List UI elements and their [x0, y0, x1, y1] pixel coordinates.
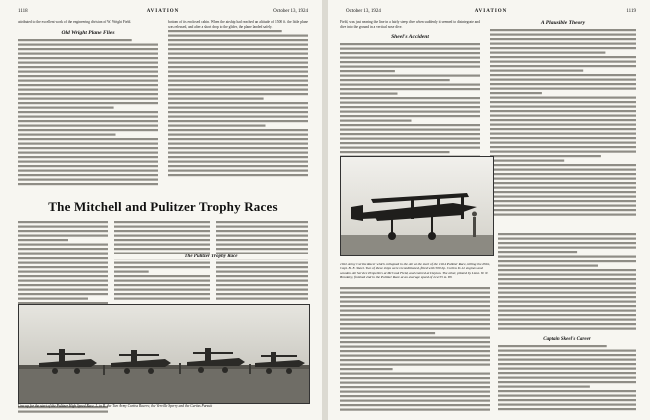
right-running-head: AVIATION — [474, 9, 508, 14]
text-line — [340, 341, 490, 343]
text-line — [18, 221, 108, 223]
text-line — [168, 161, 308, 163]
text-line — [340, 382, 490, 384]
text-line — [18, 120, 158, 122]
text-line — [490, 119, 636, 121]
text-line — [498, 359, 636, 361]
pulitzer-race-heading: The Pulitzer Trophy Race — [114, 254, 308, 259]
text-line — [18, 257, 108, 259]
text-line — [18, 102, 158, 104]
text-line — [490, 196, 636, 198]
text-line — [340, 373, 490, 375]
text-line — [340, 147, 480, 149]
text-line — [168, 165, 308, 167]
text-line — [340, 52, 480, 54]
text-line — [340, 314, 490, 316]
text-line — [340, 395, 490, 397]
left-col-b-body-text — [168, 29, 308, 179]
text-line — [498, 363, 636, 365]
text-line — [498, 314, 636, 316]
text-line — [490, 61, 636, 63]
text-line — [490, 79, 636, 81]
curtiss-racer-photo — [340, 156, 494, 256]
text-line — [340, 88, 480, 90]
left-page-number: 1118 — [18, 9, 28, 14]
text-line — [340, 355, 490, 357]
text-line — [340, 409, 490, 411]
text-line — [490, 133, 636, 135]
curtiss-racer-photo-image — [341, 157, 493, 255]
text-line — [340, 368, 393, 370]
text-line — [340, 305, 490, 307]
text-line — [340, 346, 490, 348]
text-line — [168, 107, 308, 109]
text-line — [340, 391, 490, 393]
text-line — [498, 399, 636, 401]
text-line — [498, 242, 636, 244]
text-line — [340, 115, 480, 117]
left-page-date: October 13, 1924 — [273, 9, 308, 14]
text-line — [340, 328, 490, 330]
text-line — [18, 262, 108, 264]
text-line — [114, 235, 210, 237]
right-page-header — [346, 7, 636, 16]
text-line — [168, 152, 308, 154]
text-line — [18, 52, 158, 54]
text-line — [168, 39, 308, 41]
text-line — [490, 43, 636, 45]
text-line — [18, 48, 158, 50]
text-line — [168, 44, 308, 46]
right-page — [328, 0, 650, 420]
left-page — [0, 0, 322, 420]
text-line — [340, 292, 490, 294]
race-lineup-photo-image — [19, 305, 309, 403]
text-line — [490, 92, 542, 94]
text-line — [168, 116, 308, 118]
text-line — [498, 265, 598, 267]
text-line — [18, 66, 158, 68]
text-line — [168, 120, 308, 122]
old-wright-heading: Old Wright Plane Flies — [61, 29, 115, 36]
text-line — [114, 226, 210, 228]
racer-photo-caption: 1922 Army Curtiss Racer which collapsed in the Air at the start of the 1924 Pulitzer Race, killing the Pilot, Capt. B. E. Skeel. Two of these ships were reconditioned, fitted with 500 hp. Curtiss D-12 engines and wooden Air Service Propellers at McCook Field, and entered at Dayton. The other, piloted by Lieut. W. N. Brookley, finished 2nd in the Pulitzer Race at an average speed of 214.55 m. Hr. — [340, 262, 491, 279]
text-line — [498, 328, 636, 330]
text-line — [18, 88, 158, 90]
text-line — [490, 164, 636, 166]
text-line — [340, 84, 480, 86]
captain-skeels-career-heading: Captain Skeel's Career — [543, 337, 591, 342]
text-line — [18, 280, 108, 282]
text-line — [18, 133, 116, 135]
text-line — [490, 106, 636, 108]
text-line — [490, 187, 636, 189]
text-line — [18, 293, 108, 295]
text-line — [168, 156, 308, 158]
left-page-header — [18, 7, 308, 16]
text-line — [18, 151, 158, 153]
text-line — [168, 84, 308, 86]
text-line — [490, 151, 636, 153]
right-column-c — [340, 286, 490, 414]
text-line — [340, 79, 450, 81]
text-line — [18, 165, 158, 167]
text-line — [114, 248, 210, 250]
text-line — [18, 253, 108, 255]
text-line — [18, 271, 108, 273]
text-line — [490, 47, 636, 49]
text-line — [340, 400, 490, 402]
right-lead: Field, was just nearing the line in a fairly steep dive when suddenly it seemed to disintegrate and dive into the ground in a vertical nose dive. — [340, 20, 480, 29]
text-line — [340, 57, 480, 59]
text-line — [490, 110, 636, 112]
text-line — [340, 296, 490, 298]
text-line — [168, 111, 308, 113]
text-line — [498, 247, 636, 249]
text-line — [18, 75, 158, 77]
text-line — [498, 381, 636, 383]
text-line — [216, 248, 308, 250]
text-line — [498, 404, 636, 406]
text-line — [340, 61, 480, 63]
text-line — [490, 52, 605, 54]
text-line — [490, 155, 601, 157]
text-line — [490, 142, 636, 144]
text-line — [340, 66, 480, 68]
left-col-a-body-text — [18, 38, 158, 188]
text-line — [216, 230, 308, 232]
main-article-title: The Mitchell and Pulitzer Trophy Races — [48, 199, 278, 214]
text-line — [498, 301, 636, 303]
text-line — [490, 173, 636, 175]
text-line — [490, 101, 636, 103]
text-line — [498, 310, 636, 312]
text-line — [168, 98, 264, 100]
text-line — [340, 138, 480, 140]
text-line — [18, 97, 158, 99]
text-line — [498, 283, 636, 285]
text-line — [18, 239, 68, 241]
text-line — [168, 125, 266, 127]
text-line — [498, 251, 577, 253]
text-line — [490, 209, 636, 211]
text-line — [498, 260, 636, 262]
text-line — [490, 169, 636, 171]
plausible-theory-heading: A Plausible Theory — [540, 20, 586, 26]
text-line — [18, 411, 108, 413]
text-line — [498, 350, 636, 352]
text-line — [340, 377, 490, 379]
text-line — [490, 160, 564, 162]
text-line — [498, 377, 636, 379]
text-line — [340, 129, 480, 131]
text-line — [168, 89, 308, 91]
left-column-b — [168, 20, 308, 195]
right-page-number: 1119 — [626, 9, 636, 14]
text-line — [490, 74, 636, 76]
text-line — [168, 30, 282, 32]
right-col-d-body-top — [498, 232, 636, 332]
text-line — [216, 239, 308, 241]
right-page-date: October 13, 1924 — [346, 9, 381, 14]
text-line — [168, 138, 308, 140]
text-line — [340, 337, 490, 339]
text-line — [340, 70, 395, 72]
text-line — [498, 390, 636, 392]
text-line — [168, 134, 308, 136]
text-line — [490, 88, 636, 90]
text-line — [490, 97, 636, 99]
text-line — [18, 39, 132, 41]
text-line — [498, 395, 636, 397]
right-column-d — [498, 232, 636, 414]
text-line — [490, 178, 636, 180]
text-line — [498, 278, 636, 280]
text-line — [490, 205, 636, 207]
text-line — [340, 120, 412, 122]
text-line — [18, 235, 108, 237]
text-line — [490, 124, 636, 126]
text-line — [216, 221, 308, 223]
text-line — [114, 221, 210, 223]
text-line — [490, 65, 636, 67]
text-line — [340, 404, 490, 406]
text-line — [340, 364, 490, 366]
text-line — [168, 80, 308, 82]
text-line — [498, 296, 636, 298]
left-column-a — [18, 20, 158, 195]
text-line — [340, 301, 490, 303]
text-line — [498, 287, 636, 289]
text-line — [18, 70, 158, 72]
text-line — [168, 57, 308, 59]
text-line — [168, 102, 308, 104]
text-line — [498, 269, 636, 271]
text-line — [340, 93, 398, 95]
text-line — [18, 174, 158, 176]
text-line — [216, 226, 308, 228]
text-line — [490, 29, 636, 31]
text-line — [18, 79, 158, 81]
text-line — [18, 43, 158, 45]
text-line — [498, 238, 636, 240]
text-line — [340, 386, 490, 388]
text-line — [18, 178, 158, 180]
text-line — [490, 115, 636, 117]
text-line — [18, 142, 158, 144]
text-line — [340, 102, 480, 104]
text-line — [498, 323, 636, 325]
text-line — [340, 287, 490, 289]
text-line — [18, 248, 108, 250]
text-line — [490, 56, 636, 58]
text-line — [498, 274, 636, 276]
text-line — [18, 111, 158, 113]
text-line — [490, 137, 636, 139]
text-line — [498, 345, 607, 347]
text-line — [340, 43, 480, 45]
text-line — [168, 48, 308, 50]
text-line — [18, 129, 158, 131]
right-col-b-body-text — [490, 28, 636, 218]
text-line — [498, 408, 636, 410]
text-line — [18, 226, 108, 228]
text-line — [216, 235, 308, 237]
sheels-accident-heading: Sheel's Accident — [391, 34, 429, 40]
text-line — [340, 151, 450, 153]
text-line — [340, 142, 480, 144]
text-line — [114, 244, 210, 246]
text-line — [168, 93, 308, 95]
text-line — [340, 319, 490, 321]
text-line — [18, 230, 108, 232]
intro-lead: attributed to the excellent work of the engineering division of W. Wright Field. — [18, 20, 132, 24]
text-line — [490, 146, 636, 148]
text-line — [340, 106, 480, 108]
text-line — [18, 84, 158, 86]
right-col-d-body-bottom — [498, 344, 636, 414]
text-line — [168, 129, 308, 131]
col-b-lead: bottom of its enclosed cabin. When the airship had reached an altitude of 1500 ft. the little plane was released, and after a short drop to the glider, the plane landed safely. — [168, 20, 308, 29]
text-line — [18, 160, 158, 162]
text-line — [490, 191, 636, 193]
lineup-photo-caption: Line up for the start of the Pulitzer High Speed Race. L. to R. the Two Army Curtiss Racers; the Verville Sperry and the Curtiss Pursuit — [18, 404, 213, 408]
text-line — [168, 53, 308, 55]
text-line — [168, 35, 308, 37]
text-line — [18, 275, 108, 277]
text-line — [18, 169, 158, 171]
text-line — [18, 93, 158, 95]
text-line — [498, 319, 636, 321]
pulitzer-race-section — [114, 254, 308, 302]
text-line — [216, 244, 308, 246]
text-line — [18, 147, 158, 149]
text-line — [18, 284, 108, 286]
text-line — [340, 359, 490, 361]
text-line — [340, 332, 435, 334]
left-running-head: AVIATION — [146, 9, 180, 14]
text-line — [498, 368, 636, 370]
text-line — [340, 97, 480, 99]
text-line — [114, 230, 210, 232]
text-line — [490, 128, 636, 130]
text-line — [18, 244, 108, 246]
text-line — [168, 75, 308, 77]
text-line — [18, 61, 158, 63]
right-col-c-body-text — [340, 286, 490, 414]
right-column-b — [490, 20, 636, 228]
text-line — [168, 62, 308, 64]
text-line — [18, 115, 158, 117]
text-line — [340, 75, 480, 77]
text-line — [498, 292, 636, 294]
text-line — [18, 124, 158, 126]
text-line — [168, 174, 308, 176]
text-line — [168, 143, 308, 145]
text-line — [18, 138, 158, 140]
text-line — [340, 48, 480, 50]
text-line — [168, 170, 308, 172]
text-line — [490, 38, 636, 40]
text-line — [340, 133, 480, 135]
text-line — [18, 266, 108, 268]
text-line — [498, 233, 636, 235]
text-line — [18, 298, 88, 300]
text-line — [18, 156, 158, 158]
text-line — [114, 239, 210, 241]
text-line — [340, 310, 490, 312]
text-line — [490, 34, 636, 36]
text-line — [18, 106, 114, 108]
text-line — [498, 305, 636, 307]
text-line — [490, 70, 583, 72]
text-line — [168, 147, 308, 149]
text-line — [498, 354, 636, 356]
text-line — [168, 66, 308, 68]
text-line — [490, 214, 636, 216]
text-line — [490, 182, 636, 184]
text-line — [168, 71, 308, 73]
text-line — [490, 83, 636, 85]
race-lineup-photo — [18, 304, 310, 404]
text-line — [340, 124, 480, 126]
text-line — [490, 200, 636, 202]
text-line — [340, 111, 480, 113]
text-line — [18, 289, 108, 291]
text-line — [18, 183, 158, 185]
text-line — [340, 323, 490, 325]
text-line — [498, 256, 636, 258]
text-line — [18, 57, 158, 59]
text-line — [340, 350, 490, 352]
text-line — [498, 386, 590, 388]
text-line — [498, 372, 636, 374]
